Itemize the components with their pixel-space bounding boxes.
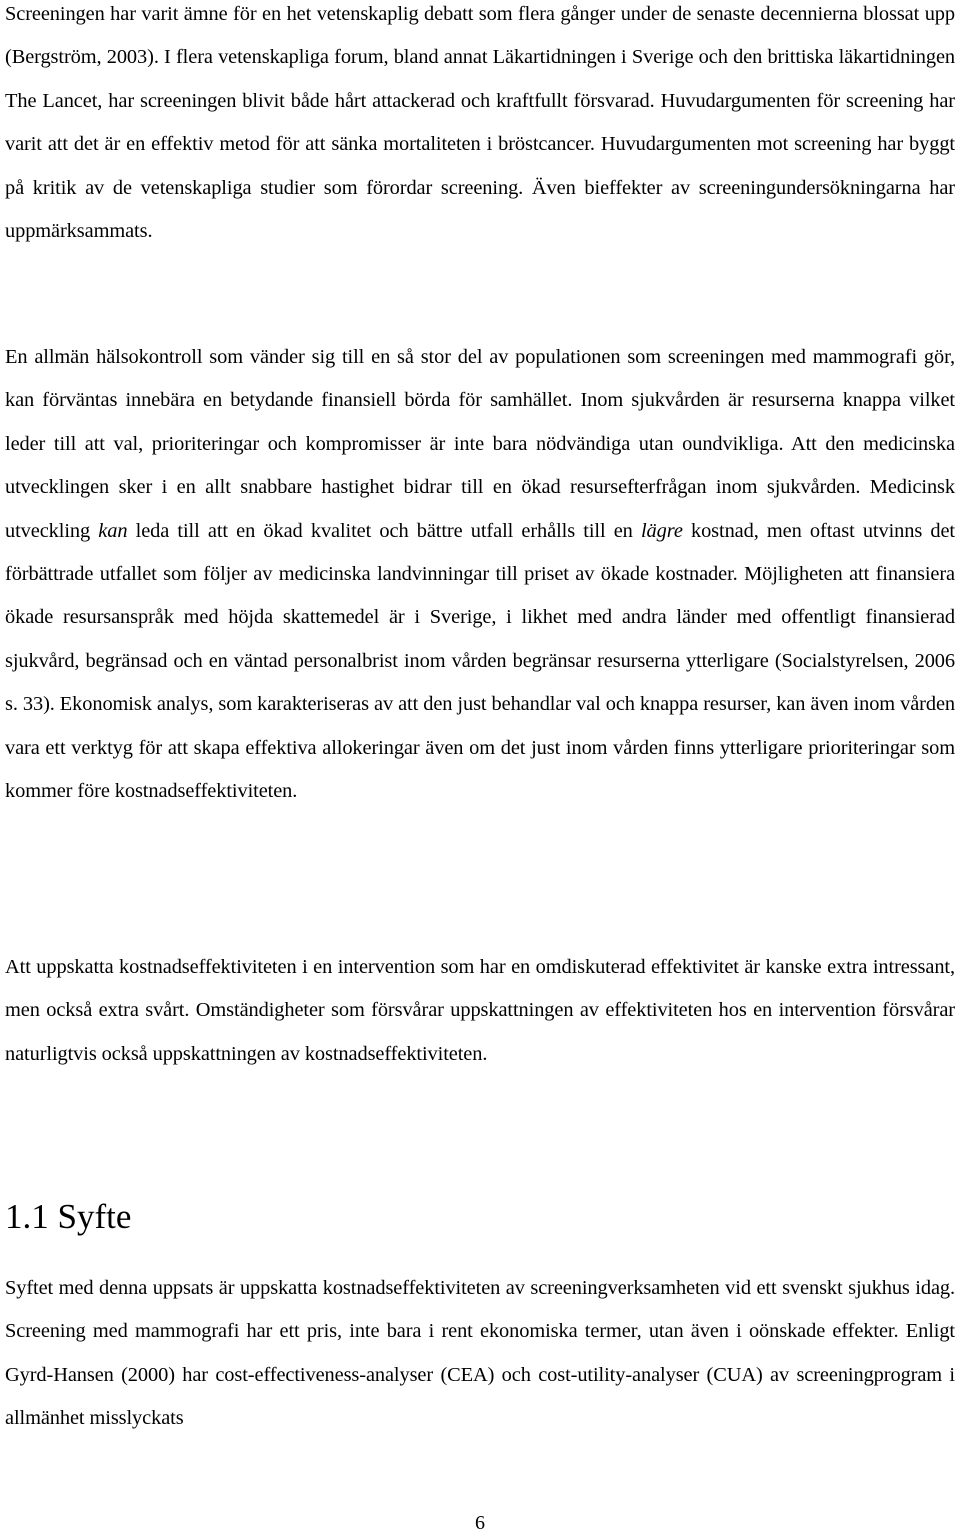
body-paragraph-screening-debate: Screeningen har varit ämne för en het vetenskaplig debatt som flera gånger under de senaste decennierna blossat upp (Bergström, 2003). I flera vetenskapliga forum, bland annat Läkartidningen i Sverige och den brittiska läkartidningen The Lancet, har screeningen blivit både hårt attackerad och kraftfullt försvarad. Huvudargumenten för screening har varit att det är en effektiv metod för att sänka mortaliteten i bröstcancer. Huvudargumenten mot screening har byggt på kritik av de vetenskapliga studier som förordar screening. Även bieffekter av screeningundersökningarna har uppmärksammats.: [5, 3, 955, 243]
page-number: 6: [475, 1512, 485, 1534]
paragraph-text: En allmän hälsokontroll som vänder sig till en så stor del av populationen som screeningen med mammografi gör, kan förväntas innebära en betydande finansiell börda för samhället. Inom sjukvården är resurserna knappa vilket leder till att val, prioriteringar och kompromisser är inte bara nödvändiga utan oundvikliga. Att den medicinska utvecklingen sker i en allt snabbare hastighet bidrar till en ökad resursefterfrågan inom sjukvården. Medicinsk utveckling: [5, 346, 955, 542]
section-paragraph-purpose: Syftet med denna uppsats är uppskatta kostnadseffektiviteten av screeningverksamheten vid ett svenskt sjukhus idag. Screening med mammografi har ett pris, inte bara i rent ekonomiska termer, utan även i oönskade effekter. Enligt Gyrd-Hansen (2000) har cost-effectiveness-analyser (CEA) och cost-utility-analyser (CUA) av screeningprogram i allmänhet misslyckats: [5, 1277, 955, 1430]
italic-word: kan: [98, 519, 128, 542]
section-heading: 1.1 Syfte: [5, 1197, 132, 1236]
paragraph-text: kostnad, men oftast utvinns det förbättrade utfallet som följer av medicinska landvinningar till priset av ökade kostnader. Möjligheten att finansiera ökade resursanspråk med höjda skattemedel är i Sverige, i likhet med andra länder med offentligt finansierad sjukvård, begränsad och en väntad personalbrist inom vården begränsar resurserna ytterligare (Socialstyrelsen, 2006 s. 33). Ekonomisk analys, som karakteriseras av att den just behandlar val och knappa resurser, kan även inom vården vara ett verktyg för att skapa effektiva allokeringar även om det just inom vården finns ytterligare prioriteringar som kommer före kostnadseffektiviteten.: [5, 519, 955, 803]
body-paragraph-health-economics: [5, 336, 955, 813]
body-paragraph-cost-effectiveness: Att uppskatta kostnadseffektiviteten i en intervention som har en omdiskuterad effektivitet är kanske extra intressant, men också extra svårt. Omständigheter som försvårar uppskattningen av effektiviteten hos en intervention försvårar naturligtvis också uppskattningen av kostnadseffektiviteten.: [5, 956, 955, 1065]
italic-word: lägre: [640, 519, 683, 542]
paragraph-text: leda till att en ökad kvalitet och bättre utfall erhålls till en: [127, 519, 641, 542]
